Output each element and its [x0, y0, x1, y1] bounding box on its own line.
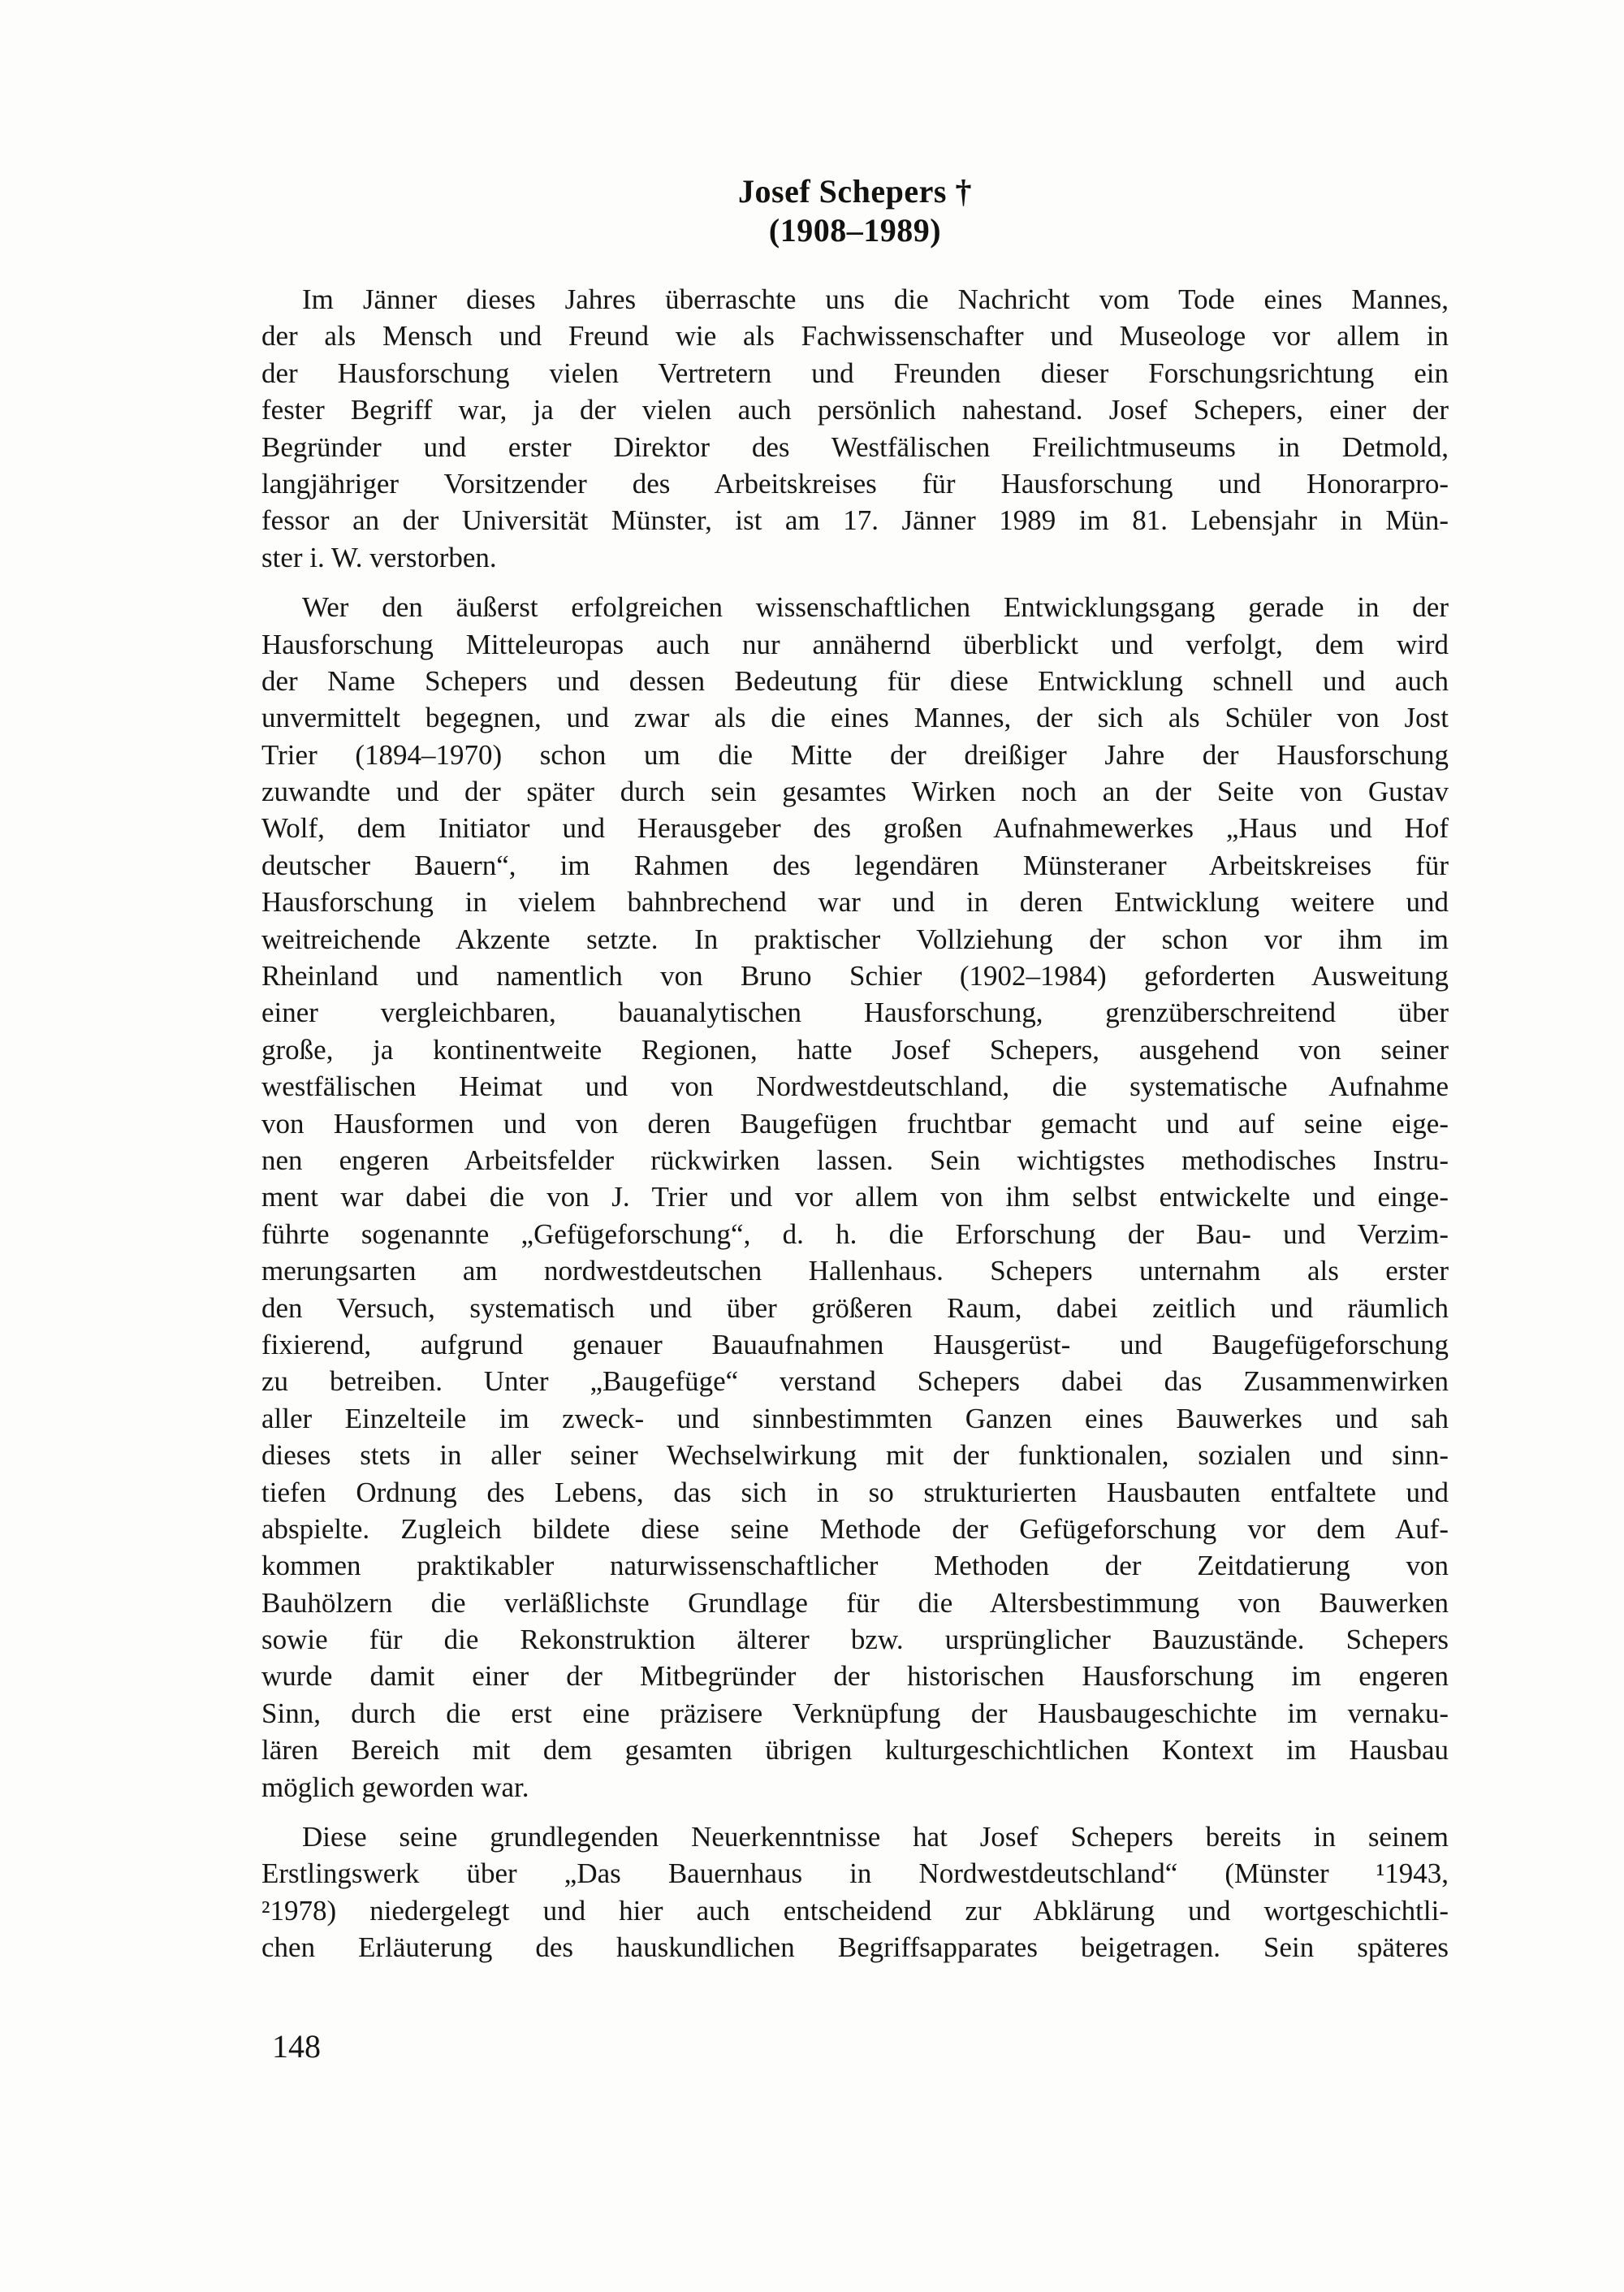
- text-line: Hausforschung Mitteleuropas auch nur annähernd überblickt und verfolgt, dem wird: [261, 628, 1449, 660]
- text-line: der als Mensch und Freund wie als Fachwissenschafter und Museologe vor allem in: [261, 320, 1449, 352]
- page-number: 148: [272, 2028, 321, 2065]
- text-line: merungsarten am nordwestdeutschen Hallenhaus. Schepers unternahm als erster: [261, 1255, 1449, 1287]
- text-line: wurde damit einer der Mitbegründer der historischen Hausforschung im engeren: [261, 1660, 1449, 1693]
- text-line: ²1978) niedergelegt und hier auch entscheidend zur Abklärung und wortgeschichtli-: [261, 1894, 1449, 1927]
- text-line: zu betreiben. Unter „Baugefüge“ verstand Schepers dabei das Zusammenwirken: [261, 1365, 1449, 1398]
- text-line: zuwandte und der später durch sein gesamtes Wirken noch an der Seite von Gustav: [261, 776, 1449, 808]
- text-line: tiefen Ordnung des Lebens, das sich in so strukturierten Hausbauten entfaltete und: [261, 1476, 1449, 1508]
- text-line: Wolf, dem Initiator und Herausgeber des großen Aufnahmewerkes „Haus und Hof: [261, 812, 1449, 845]
- text-line: weitreichende Akzente setzte. In praktischer Vollziehung der schon vor ihm im: [261, 923, 1449, 955]
- text-line: möglich geworden war.: [261, 1771, 529, 1803]
- text-line: sowie für die Rekonstruktion älterer bzw. ursprünglicher Bauzustände. Schepers: [261, 1624, 1449, 1656]
- text-line: kommen praktikabler naturwissenschaftlicher Methoden der Zeitdatierung von: [261, 1550, 1449, 1582]
- text-line: langjähriger Vorsitzender des Arbeitskreises für Hausforschung und Honorarpro-: [261, 467, 1449, 499]
- text-line: von Hausformen und von deren Baugefügen fruchtbar gemacht und auf seine eige-: [261, 1107, 1449, 1140]
- text-column: [261, 172, 1449, 1966]
- text-line: Begründer und erster Direktor des Westfälischen Freilichtmuseums in Detmold,: [261, 430, 1449, 463]
- text-line: abspielte. Zugleich bildete diese seine Methode der Gefügeforschung vor dem Auf-: [261, 1512, 1449, 1545]
- text-line: der Name Schepers und dessen Bedeutung für diese Entwicklung schnell und auch: [261, 664, 1449, 697]
- title-dates-line: (1908–1989): [768, 212, 942, 249]
- text-line: chen Erläuterung des hauskundlichen Begriffsapparates beigetragen. Sein späteres: [261, 1931, 1449, 1964]
- text-line: den Versuch, systematisch und über größeren Raum, dabei zeitlich und räumlich: [261, 1291, 1449, 1324]
- paragraph-3: [261, 1818, 1449, 1966]
- text-line: fessor an der Universität Münster, ist am 17. Jänner 1989 im 81. Lebensjahr in Mün-: [261, 504, 1449, 537]
- text-line: Diese seine grundlegenden Neuerkenntnisse hat Josef Schepers bereits in seinem: [302, 1821, 1449, 1853]
- text-line: ment war dabei die von J. Trier und vor allem von ihm selbst entwickelte und einge-: [261, 1181, 1449, 1213]
- text-line: fester Begriff war, ja der vielen auch persönlich nahestand. Josef Schepers, einer der: [261, 394, 1449, 426]
- paragraph-1: [261, 281, 1449, 576]
- text-line: nen engeren Arbeitsfelder rückwirken lassen. Sein wichtigstes methodisches Instru-: [261, 1144, 1449, 1176]
- paragraph-2: [261, 589, 1449, 1805]
- text-line: ster i. W. verstorben.: [261, 541, 497, 573]
- text-line: der Hausforschung vielen Vertretern und Freunden dieser Forschungsrichtung ein: [261, 357, 1449, 389]
- text-line: unvermittelt begegnen, und zwar als die eines Mannes, der sich als Schüler von Jost: [261, 702, 1449, 734]
- text-line: Hausforschung in vielem bahnbrechend war und in deren Entwicklung weitere und: [261, 886, 1449, 919]
- text-line: aller Einzelteile im zweck- und sinnbestimmten Ganzen eines Bauwerkes und sah: [261, 1402, 1449, 1434]
- text-line: große, ja kontinentweite Regionen, hatte Josef Schepers, ausgehend von seiner: [261, 1033, 1449, 1066]
- text-line: Bauhölzern die verläßlichste Grundlage für die Altersbestimmung von Bauwerken: [261, 1586, 1449, 1619]
- text-line: Trier (1894–1970) schon um die Mitte der dreißiger Jahre der Hausforschung: [261, 738, 1449, 771]
- text-line: westfälischen Heimat und von Nordwestdeutschland, die systematische Aufnahme: [261, 1070, 1449, 1103]
- text-line: Im Jänner dieses Jahres überraschte uns die Nachricht vom Tode eines Mannes,: [302, 283, 1449, 315]
- text-line: Sinn, durch die erst eine präzisere Verknüpfung der Hausbaugeschichte im vernaku-: [261, 1697, 1449, 1729]
- text-line: Erstlingswerk über „Das Bauernhaus in Nordwestdeutschland“ (Münster ¹1943,: [261, 1857, 1449, 1890]
- text-line: führte sogenannte „Gefügeforschung“, d. h. die Erforschung der Bau- und Verzim-: [261, 1217, 1449, 1250]
- text-line: einer vergleichbaren, bauanalytischen Hausforschung, grenzüberschreitend über: [261, 997, 1449, 1029]
- text-line: dieses stets in aller seiner Wechselwirkung mit der funktionalen, sozialen und sinn-: [261, 1439, 1449, 1472]
- text-line: deutscher Bauern“, im Rahmen des legendären Münsteraner Arbeitskreises für: [261, 849, 1449, 881]
- article-title: [261, 172, 1449, 250]
- text-line: Wer den äußerst erfolgreichen wissenschaftlichen Entwicklungsgang gerade in der: [302, 591, 1449, 624]
- text-line: Rheinland und namentlich von Bruno Schier (1902–1984) geforderten Ausweitung: [261, 960, 1449, 992]
- title-name-line: Josef Schepers †: [738, 173, 972, 210]
- text-line: fixierend, aufgrund genauer Bauaufnahmen Hausgerüst- und Baugefügeforschung: [261, 1328, 1449, 1360]
- text-line: lären Bereich mit dem gesamten übrigen kulturgeschichtlichen Kontext im Hausbau: [261, 1734, 1449, 1767]
- body-text: [261, 281, 1449, 1966]
